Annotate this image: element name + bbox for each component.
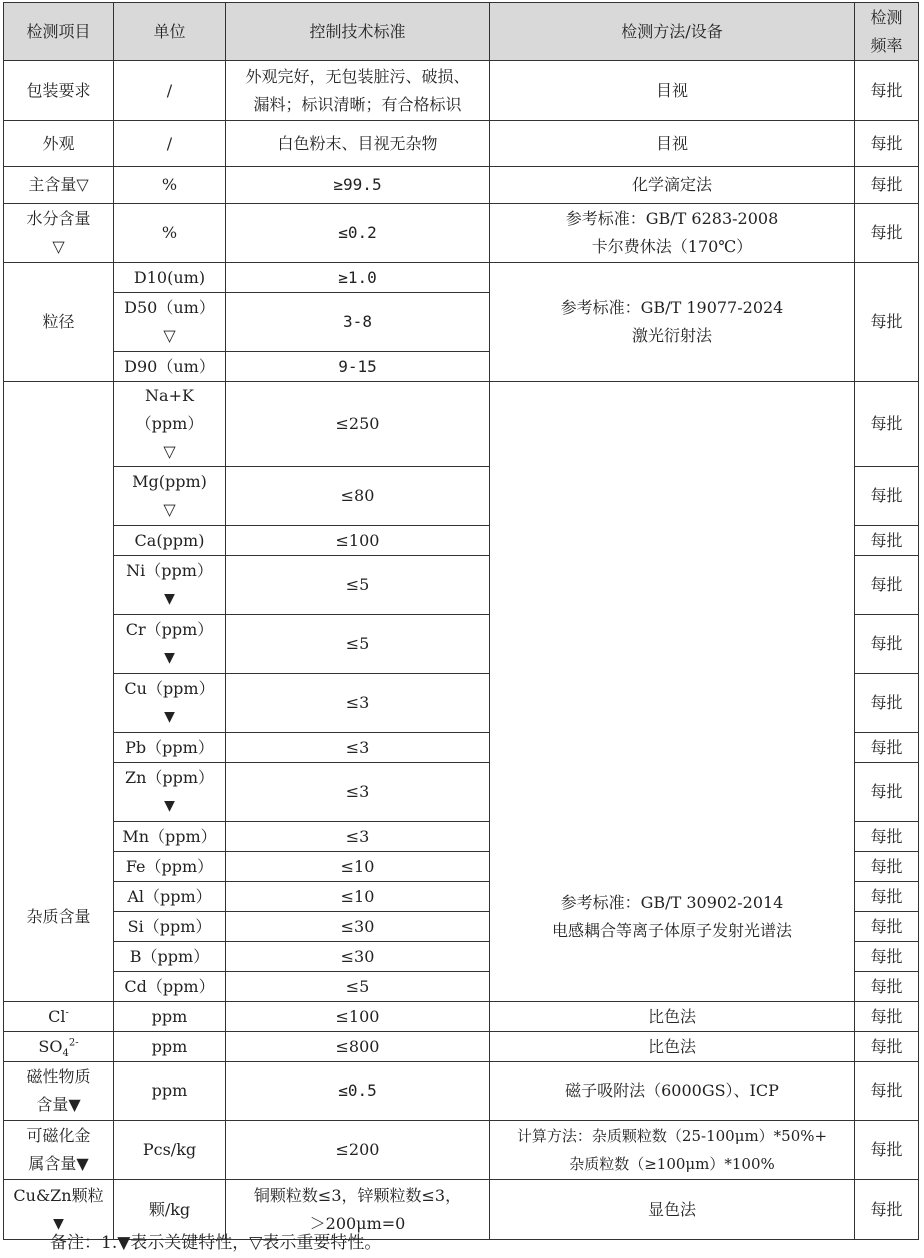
item-line1: 水分含量	[26, 209, 91, 228]
unit-line2: ▽	[163, 500, 176, 519]
cell-unit: 颗/kg	[114, 1180, 226, 1240]
cell-unit	[114, 763, 226, 822]
cell-method: 比色法	[490, 1002, 855, 1032]
cell-unit: Al（ppm）	[114, 882, 226, 912]
cell-method	[490, 204, 855, 263]
cell-unit: Pcs/kg	[114, 1121, 226, 1180]
cell-frequency: 每批	[855, 204, 919, 263]
table-row-packaging	[4, 61, 919, 121]
unit-line1: Zn（ppm）	[124, 768, 215, 787]
standard-line2: 漏料；标识清晰；有合格标识	[253, 94, 462, 114]
cell-item	[4, 1002, 114, 1032]
cell-standard: ≤5	[226, 556, 490, 615]
header-method: 检测方法/设备	[490, 3, 855, 61]
cell-unit: Mn（ppm）	[114, 822, 226, 852]
cell-unit: /	[114, 121, 226, 167]
method-line1: 参考标准：GB/T 19077-2024	[560, 298, 784, 317]
cell-unit	[114, 382, 226, 467]
cell-frequency: 每批	[855, 61, 919, 121]
cell-item	[4, 1032, 114, 1062]
cell-standard: ≤200	[226, 1121, 490, 1180]
cell-standard: ≤10	[226, 882, 490, 912]
cell-item-impurity: 杂质含量	[4, 382, 114, 1002]
cell-standard: 白色粉末、目视无杂物	[226, 121, 490, 167]
standard-line1: 铜颗粒数≤3，锌颗粒数≤3，	[253, 1185, 462, 1205]
item-line1: 磁性物质	[26, 1067, 91, 1086]
cell-frequency: 每批	[855, 263, 919, 382]
cell-method: 目视	[490, 121, 855, 167]
table-row-content	[4, 167, 919, 204]
item-line2: 含量▼	[36, 1095, 81, 1114]
method-line2: 卡尔费休法（170℃）	[591, 237, 753, 256]
table-row-chloride	[4, 1002, 919, 1032]
cell-unit: Si（ppm）	[114, 912, 226, 942]
cell-frequency: 每批	[855, 972, 919, 1002]
unit-line1: Mg(ppm)	[132, 472, 207, 491]
method-line2: 杂质粒数（≥100μm）*100%	[569, 1155, 775, 1173]
table-row-magnetizable	[4, 1121, 919, 1180]
cell-frequency: 每批	[855, 615, 919, 674]
cell-item	[4, 1121, 114, 1180]
cell-standard: ≤100	[226, 1002, 490, 1032]
cell-unit	[114, 556, 226, 615]
unit-line2: ▼	[164, 591, 175, 607]
table-row-particle-d10	[4, 263, 919, 293]
cell-standard: ≤800	[226, 1032, 490, 1062]
inspection-spec-table	[3, 2, 919, 1240]
unit-line2: ▼	[164, 650, 175, 666]
cell-item: 包装要求	[4, 61, 114, 121]
standard-line2: ＞200μm=0	[309, 1213, 406, 1233]
item-line2: ▼	[53, 1215, 64, 1232]
cell-frequency: 每批	[855, 852, 919, 882]
cell-unit: B（ppm）	[114, 942, 226, 972]
cell-standard: ≤5	[226, 615, 490, 674]
unit-line2: ▼	[164, 709, 175, 725]
item-line1: Cu&Zn颗粒	[13, 1185, 104, 1205]
header-frequency-line2: 频率	[870, 35, 903, 55]
cell-standard: ≤10	[226, 852, 490, 882]
item-line2: ▽	[52, 237, 65, 256]
header-row	[4, 3, 919, 61]
cell-unit: D10(um)	[114, 263, 226, 293]
table-row-impurity	[4, 382, 919, 467]
cell-unit: ppm	[114, 1062, 226, 1121]
item-base: Cl	[48, 1006, 66, 1026]
table-row-appearance	[4, 121, 919, 167]
cell-unit: ppm	[114, 1032, 226, 1062]
unit-line1: Cr（ppm）	[125, 620, 214, 639]
unit-line2: ▼	[164, 798, 175, 814]
method-line1: 参考标准：GB/T 6283-2008	[565, 209, 779, 228]
cell-standard: ≤100	[226, 526, 490, 556]
cell-method: 显色法	[490, 1180, 855, 1240]
cell-standard: ≤5	[226, 972, 490, 1002]
cell-frequency: 每批	[855, 1180, 919, 1240]
cell-standard: ≤250	[226, 382, 490, 467]
cell-unit	[114, 293, 226, 352]
cell-frequency: 每批	[855, 121, 919, 167]
cell-unit: %	[114, 204, 226, 263]
cell-unit: ppm	[114, 1002, 226, 1032]
cell-unit: %	[114, 167, 226, 204]
cell-method-particle	[490, 263, 855, 382]
item-line1: 可磁化金	[26, 1126, 91, 1145]
cell-frequency: 每批	[855, 467, 919, 526]
cell-unit: D90（um）	[114, 352, 226, 382]
cell-method	[490, 1121, 855, 1180]
cell-frequency: 每批	[855, 1121, 919, 1180]
cell-item	[4, 204, 114, 263]
cell-standard: ≤3	[226, 733, 490, 763]
cell-standard: ≤0.5	[226, 1062, 490, 1121]
header-frequency	[855, 3, 919, 61]
cell-standard: ≤3	[226, 822, 490, 852]
cell-frequency: 每批	[855, 674, 919, 733]
cell-frequency: 每批	[855, 1032, 919, 1062]
cell-unit: Pb（ppm）	[114, 733, 226, 763]
header-unit: 单位	[114, 3, 226, 61]
cell-frequency: 每批	[855, 733, 919, 763]
cell-frequency: 每批	[855, 1062, 919, 1121]
cell-unit	[114, 674, 226, 733]
cell-item: 外观	[4, 121, 114, 167]
table-row-magnetic	[4, 1062, 919, 1121]
cell-unit	[114, 467, 226, 526]
cell-frequency: 每批	[855, 822, 919, 852]
cell-standard: ≤30	[226, 942, 490, 972]
cell-method: 目视	[490, 61, 855, 121]
cell-frequency: 每批	[855, 882, 919, 912]
cell-frequency: 每批	[855, 382, 919, 467]
method-line1: 参考标准：GB/T 30902-2014	[560, 893, 784, 912]
header-standard: 控制技术标准	[226, 3, 490, 61]
cell-standard: ≤80	[226, 467, 490, 526]
method-line1: 计算方法：杂质颗粒数（25-100μm）*50%+	[516, 1127, 828, 1145]
unit-line2: ▽	[163, 326, 176, 345]
unit-line1: Ni（ppm）	[126, 561, 213, 580]
cell-frequency: 每批	[855, 556, 919, 615]
cell-frequency: 每批	[855, 167, 919, 204]
cell-method: 化学滴定法	[490, 167, 855, 204]
cell-standard: ≤3	[226, 763, 490, 822]
table-row-moisture	[4, 204, 919, 263]
cell-unit: /	[114, 61, 226, 121]
unit-line1: Cu（ppm）	[124, 679, 215, 698]
cell-standard	[226, 61, 490, 121]
cell-method: 磁子吸附法（6000GS）、ICP	[490, 1062, 855, 1121]
cell-frequency: 每批	[855, 763, 919, 822]
table-row-sulfate	[4, 1032, 919, 1062]
cell-frequency: 每批	[855, 912, 919, 942]
cell-frequency: 每批	[855, 942, 919, 972]
standard-line1: 外观完好，无包装脏污、破损、	[245, 66, 470, 86]
item-line2: 属含量▼	[28, 1154, 89, 1173]
cell-method-impurity	[490, 382, 855, 1002]
cell-frequency: 每批	[855, 1002, 919, 1032]
item-base: SO	[38, 1036, 63, 1056]
cell-standard: ≤3	[226, 674, 490, 733]
method-line2: 激光衍射法	[631, 326, 712, 345]
cell-method: 比色法	[490, 1032, 855, 1062]
cell-standard: ≤30	[226, 912, 490, 942]
header-frequency-line1: 检测	[870, 7, 903, 27]
cell-unit: Cd（ppm）	[114, 972, 226, 1002]
cell-standard: ≥99.5	[226, 167, 490, 204]
header-item: 检测项目	[4, 3, 114, 61]
cell-standard: ≥1.0	[226, 263, 490, 293]
cell-unit	[114, 615, 226, 674]
unit-line1: D50（um）	[124, 298, 215, 317]
unit-line1: Na+K（ppm）	[135, 386, 204, 433]
item-sup: -	[65, 1007, 69, 1019]
cell-item: 主含量▽	[4, 167, 114, 204]
cell-unit: Fe（ppm）	[114, 852, 226, 882]
method-line2: 电感耦合等离子体原子发射光谱法	[551, 921, 792, 940]
cell-standard: ≤0.2	[226, 204, 490, 263]
cell-frequency: 每批	[855, 526, 919, 556]
item-sup: 2-	[68, 1037, 79, 1049]
cell-standard: 3-8	[226, 293, 490, 352]
cell-unit: Ca(ppm)	[114, 526, 226, 556]
item-sub: 4	[62, 1047, 69, 1059]
cell-item-particle: 粒径	[4, 263, 114, 382]
unit-line2: ▽	[163, 442, 176, 461]
cell-standard: 9-15	[226, 352, 490, 382]
cell-item	[4, 1062, 114, 1121]
footnote: 备注：1.▼表示关键特性，▽表示重要特性。	[50, 1233, 382, 1253]
